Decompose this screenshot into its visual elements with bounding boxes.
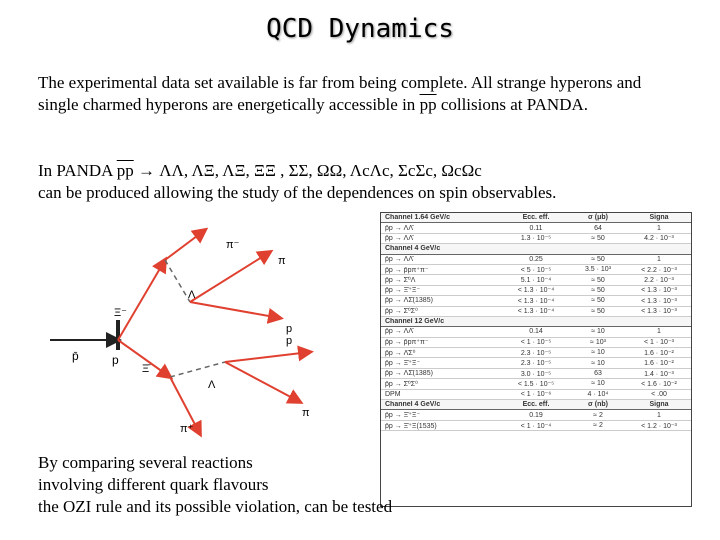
table-cell: p̄p → ΛΣ̄(1385) [385,297,433,305]
table-section-header [381,244,691,254]
p-top-track [190,302,280,318]
table-cell: 2.3 · 10⁻⁵ [520,349,552,357]
table-cell: < 1 · 10⁻⁶ [520,391,552,399]
table-cell: p̄p → Σ̄⁰Σ⁰ [385,308,418,316]
table-row [381,223,691,233]
label-pi-top: π [278,255,286,267]
reactions-text-before: In PANDA [38,161,117,180]
pi-bottom-track [225,362,300,402]
table-cell: < 1.3 · 10⁻⁴ [517,297,555,305]
table-section-header [381,400,691,410]
table-cell: < 1.5 · 10⁻⁵ [517,380,555,388]
table-cell: < 1 · 10⁻³ [644,339,674,347]
intro-paragraph [38,72,678,116]
table-cell: 0.19 [529,411,543,419]
table-cell: ≈ 50 [591,276,605,284]
table-cell: < 2.2 · 10⁻³ [641,266,677,274]
table-row [381,369,691,379]
label-pi-plus-bottom: π⁺ [180,423,194,435]
table-cell: Ecc. eff. [522,401,550,409]
table-cell: Ecc. eff. [522,214,550,222]
table-cell: ≈ 10 [591,359,605,367]
table-cell: < 5 · 10⁻⁵ [520,266,552,274]
table-cell: < 1 · 10⁻⁵ [520,339,552,347]
table-row [381,327,691,337]
table-cell: < 1 · 10⁻⁴ [520,422,552,430]
table-cell: p̄p → Ξ̄⁺Ξ⁻ [385,412,421,420]
table-cell: < .00 [651,390,667,398]
table-cell: ≈ 50 [591,234,605,242]
table-cell: 1.3 · 10⁻⁵ [520,235,552,243]
table-cell: p̄p → Σ̄⁰Σ⁰ [385,380,418,388]
ozi-line3: the OZI rule and its possible violation, can be tested [38,497,393,516]
table-cell: Signa [649,214,669,222]
table-cell: < 1.3 · 10⁻³ [641,308,677,316]
table-cell: < 1.6 · 10⁻² [641,380,677,388]
table-cell: p̄p → ΛΣ̄(1385) [385,370,433,378]
table-row [381,338,691,348]
table-row [381,255,691,265]
table-section-header [381,317,691,327]
table-row [381,307,691,317]
table-row [381,390,691,400]
table-row [381,410,691,420]
table-cell: < 1.3 · 10⁻⁴ [517,287,555,295]
xi-minus-track [118,260,165,340]
reactions-line2: can be produced allowing the study of the dependences on spin observables. [38,183,557,202]
table-row [381,234,691,244]
table-row [381,358,691,368]
table-cell: 3.0 · 10⁻⁵ [520,370,552,378]
table-cell: p̄p → p̄pπ⁺π⁻ [385,266,429,274]
slide-title: QCD Dynamics [266,14,454,44]
table-cell: 1 [657,411,661,419]
table-cell: ≈ 50 [591,297,605,305]
table-row [381,275,691,285]
table-cell: σ (nb) [588,401,608,409]
table-cell: 5.1 · 10⁻⁴ [520,277,552,285]
table-cell: ≈ 10 [591,349,605,357]
label-pi-bottom: π [302,407,310,419]
table-cell: p̄p → Ξ̄⁺Ξ⁻ [385,360,421,368]
lambda-top-dashed [165,260,190,302]
table-cell: 3.5 · 10³ [584,266,612,274]
table-cell: 1 [657,328,661,336]
table-row [381,286,691,296]
table-cell: 4 · 10⁴ [587,390,609,398]
lambda-bottom-dashed [170,362,225,377]
label-pbar-left: p̄ [72,349,79,363]
pi-minus-top-track [165,230,205,260]
table-row [381,421,691,431]
decay-diagram [40,212,340,452]
table-cell: < 1.3 · 10⁻³ [641,297,677,305]
table-row [381,296,691,306]
table-cell: 0.25 [529,255,543,263]
table-cell: ≈ 50 [591,255,605,263]
ozi-paragraph [38,452,478,518]
table-cell: ≈ 10³ [590,338,606,346]
table-cell: 1.6 · 10⁻² [644,360,674,368]
reactions-pbar-symbol: $\overline{pp}$ [116,161,134,180]
table-cell: p̄p → ΛΛ̄ [385,328,414,336]
table-cell: p̄p → ΛΛ̄ [385,224,414,232]
table-cell: 64 [594,224,602,232]
table-cell: Signa [649,401,669,409]
table-cell: 2.3 · 10⁻⁵ [520,360,552,368]
p-bottom-track [225,352,310,362]
table-cell: Channel 4 GeV/c [385,245,441,253]
table-cell: 63 [594,370,602,378]
table-cell: < 1.3 · 10⁻³ [641,287,677,295]
table-row [381,348,691,358]
table-cell: 0.11 [529,224,543,232]
table-cell: p̄p → Λ̄Σ⁰ [385,349,416,357]
table-cell: 1.6 · 10⁻² [644,349,674,357]
table-cell: p̄p → ΛΛ̄ [385,255,414,263]
table-cell: ≈ 2 [593,411,603,419]
table-cell: 1 [657,255,661,263]
reactions-list: → ΛΛ, ΛΞ, ΛΞ, ΞΞ , ΣΣ, ΩΩ, ΛcΛc, ΣcΣc, ΩcΩc [133,161,482,180]
label-xi-minus-top: Ξ⁻ [114,307,127,319]
table-cell: p̄p → Ξ̄⁺Ξ⁻ [385,287,421,295]
table-cell: 0.14 [529,328,543,336]
table-cell: 2.2 · 10⁻³ [644,277,674,285]
table-cell: Channel 1.64 GeV/c [385,214,450,222]
table-cell: ≈ 10 [591,328,605,336]
label-p-top: p [286,323,293,335]
table-section-header [381,213,691,223]
ozi-line2: involving different quark flavours [38,475,269,494]
table-cell: 1.4 · 10⁻³ [644,370,674,378]
table-cell: ≈ 50 [591,307,605,315]
table-row [381,379,691,389]
table-cell: < 1.2 · 10⁻³ [641,422,677,430]
reactions-paragraph [38,160,698,204]
table-cell: ≈ 50 [591,286,605,294]
table-cell: 1 [657,224,661,232]
table-cell: Channel 4 GeV/c [385,401,441,409]
table-cell: 4.2 · 10⁻³ [644,235,674,243]
label-lambda-top: Λ [188,289,196,301]
table-cell: p̄p → p̄pπ⁺π⁻ [385,339,429,347]
intro-text-before: The experimental data set available is far from being complete. All strange hyperons and single charmed hyperons are energetically accessible in [38,73,642,114]
table-cell: DPM [385,390,401,398]
intro-pbar-symbol: $\overline{pp}$ [419,95,437,114]
table-row [381,265,691,275]
intro-text-after: collisions at PANDA. [436,95,589,114]
table-cell: Channel 12 GeV/c [385,318,445,326]
label-lambda-bottom: Λ [208,379,216,391]
table-cell: p̄p → ΛΛ̄ [385,234,414,242]
table-cell: p̄p → Ξ̄⁺Ξ(1535) [385,422,437,430]
label-p-center: p [112,353,119,367]
label-pi-minus-top: π⁻ [226,239,240,251]
table-cell: ≈ 10 [591,380,605,388]
label-xi-bottom: Ξ̄ [142,363,150,375]
label-p-bottom: p [286,335,293,347]
table-cell: p̄p → Σ̄⁰Λ [385,277,416,285]
table-cell: ≈ 2 [593,422,603,429]
table-cell: < 1.3 · 10⁻⁴ [517,308,555,316]
table-cell: σ (μb) [588,214,608,222]
pi-top-track [190,252,270,302]
ozi-line1: By comparing several reactions [38,453,253,472]
